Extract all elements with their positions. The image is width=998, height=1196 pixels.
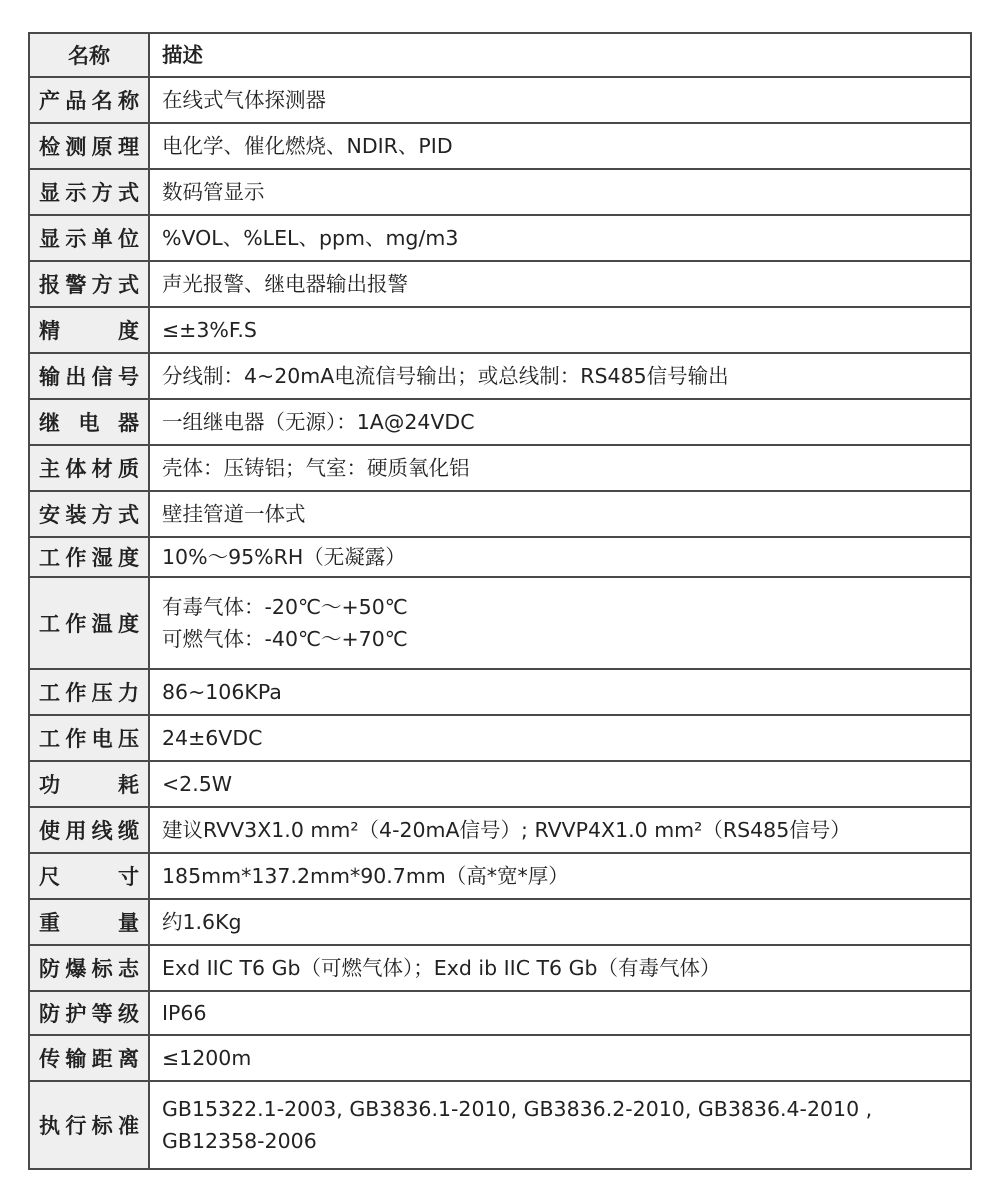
table-row: [29, 123, 971, 169]
table-row: [29, 77, 971, 123]
table-row: [29, 807, 971, 853]
row-label: 报警方式: [39, 273, 139, 297]
table-row: [29, 215, 971, 261]
row-value-cell: [149, 577, 971, 669]
row-value-cell: [149, 669, 971, 715]
row-label-cell: [29, 669, 149, 715]
row-value-cell: [149, 715, 971, 761]
row-value: 一组继电器（无源）：1A@24VDC: [162, 410, 475, 434]
row-label-cell: [29, 169, 149, 215]
table-row: [29, 899, 971, 945]
row-value-cell: [149, 169, 971, 215]
row-value-cell: [149, 1081, 971, 1169]
row-label-cell: [29, 123, 149, 169]
row-label: 精度: [39, 319, 139, 343]
table-row: [29, 715, 971, 761]
row-value: 壳体：压铸铝；气室：硬质氧化铝: [162, 456, 470, 480]
table-row: [29, 169, 971, 215]
row-label-cell: [29, 761, 149, 807]
row-label: 显示单位: [39, 227, 139, 251]
row-value-cell: [149, 761, 971, 807]
row-label-cell: [29, 353, 149, 399]
row-value-cell: [149, 945, 971, 991]
row-label: 执行标准: [39, 1114, 139, 1138]
row-value: ≤±3%F.S: [162, 318, 257, 342]
row-value: GB12358-2006: [162, 1129, 317, 1153]
row-value: 24±6VDC: [162, 726, 263, 750]
row-value: 可燃气体：-40℃～+70℃: [162, 627, 408, 651]
spec-table: [28, 32, 972, 1170]
row-label-cell: [29, 1081, 149, 1169]
row-value-cell: [149, 1035, 971, 1081]
row-label-cell: [29, 399, 149, 445]
row-label-cell: [29, 491, 149, 537]
row-value: %VOL、%LEL、ppm、mg/m3: [162, 226, 459, 250]
row-value: 数码管显示: [162, 180, 265, 204]
row-label: 防爆标志: [39, 957, 139, 981]
row-label-cell: [29, 537, 149, 577]
table-row: [29, 577, 971, 669]
row-label: 重量: [39, 911, 139, 935]
row-value: 建议RVV3X1.0 mm²（4-20mA信号）; RVVP4X1.0 mm²（RS485信号）: [162, 818, 851, 842]
table-row: [29, 1081, 971, 1169]
row-label: 工作温度: [39, 612, 139, 636]
row-value-cell: [149, 445, 971, 491]
row-label-cell: [29, 1035, 149, 1081]
row-label-cell: [29, 577, 149, 669]
row-value: 10%～95%RH（无凝露）: [162, 545, 406, 569]
table-row: [29, 669, 971, 715]
row-label: 使用线缆: [39, 819, 139, 843]
row-label-cell: [29, 853, 149, 899]
row-label-cell: [29, 715, 149, 761]
row-value-cell: [149, 307, 971, 353]
table-header-row: [29, 33, 971, 77]
row-label-cell: [29, 991, 149, 1035]
row-value: 在线式气体探测器: [162, 88, 326, 112]
row-value-cell: [149, 123, 971, 169]
table-row: [29, 853, 971, 899]
header-name-cell: [29, 33, 149, 77]
table-row: [29, 399, 971, 445]
header-description: 描述: [149, 33, 971, 77]
row-label: 继电器: [39, 411, 139, 435]
row-value: 86~106KPa: [162, 680, 282, 704]
table-row: [29, 761, 971, 807]
row-value: IP66: [162, 1001, 207, 1025]
header-name: 名称: [68, 44, 110, 68]
row-label-cell: [29, 77, 149, 123]
row-label: 主体材质: [39, 457, 139, 481]
row-value: 电化学、催化燃烧、NDIR、PID: [162, 134, 453, 158]
row-value-cell: [149, 399, 971, 445]
row-label: 安装方式: [39, 503, 139, 527]
table-row: [29, 445, 971, 491]
row-value-cell: [149, 353, 971, 399]
table-row: [29, 491, 971, 537]
table-row: [29, 353, 971, 399]
row-value-cell: [149, 215, 971, 261]
row-value-cell: [149, 77, 971, 123]
row-label-cell: [29, 307, 149, 353]
row-label-cell: [29, 945, 149, 991]
row-value: 185mm*137.2mm*90.7mm（高*宽*厚）: [162, 864, 569, 888]
table-row: [29, 261, 971, 307]
table-row: [29, 307, 971, 353]
table-row: [29, 1035, 971, 1081]
row-label: 防护等级: [39, 1002, 139, 1026]
row-value: GB15322.1-2003, GB3836.1-2010, GB3836.2-2010, GB3836.4-2010 ,: [162, 1097, 873, 1121]
row-value-cell: [149, 491, 971, 537]
row-value-cell: [149, 991, 971, 1035]
row-value: 声光报警、继电器输出报警: [162, 272, 408, 296]
row-value: Exd IIC T6 Gb（可燃气体）；Exd ib IIC T6 Gb（有毒气体）: [162, 956, 721, 980]
row-value: ≤1200m: [162, 1046, 252, 1070]
row-label: 传输距离: [39, 1047, 139, 1071]
row-value: 壁挂管道一体式: [162, 502, 306, 526]
table-row: [29, 945, 971, 991]
row-value: <2.5W: [162, 772, 233, 796]
row-label-cell: [29, 807, 149, 853]
row-label: 检测原理: [39, 135, 139, 159]
row-label: 尺寸: [39, 865, 139, 889]
row-label: 工作湿度: [39, 546, 139, 570]
row-label-cell: [29, 261, 149, 307]
row-label-cell: [29, 899, 149, 945]
row-label-cell: [29, 215, 149, 261]
row-value: 分线制：4~20mA电流信号输出；或总线制：RS485信号输出: [162, 364, 729, 388]
row-label-cell: [29, 445, 149, 491]
row-label: 显示方式: [39, 181, 139, 205]
row-label: 功耗: [39, 773, 139, 797]
row-value-cell: [149, 537, 971, 577]
row-value: 有毒气体：-20℃～+50℃: [162, 595, 408, 619]
table-row: [29, 537, 971, 577]
row-label: 产品名称: [39, 89, 139, 113]
row-value: 约1.6Kg: [162, 910, 242, 934]
row-label: 工作压力: [39, 681, 139, 705]
row-value-cell: [149, 261, 971, 307]
row-label: 工作电压: [39, 727, 139, 751]
row-value-cell: [149, 807, 971, 853]
table-row: [29, 991, 971, 1035]
row-value-cell: [149, 899, 971, 945]
row-label: 输出信号: [39, 365, 139, 389]
row-value-cell: [149, 853, 971, 899]
